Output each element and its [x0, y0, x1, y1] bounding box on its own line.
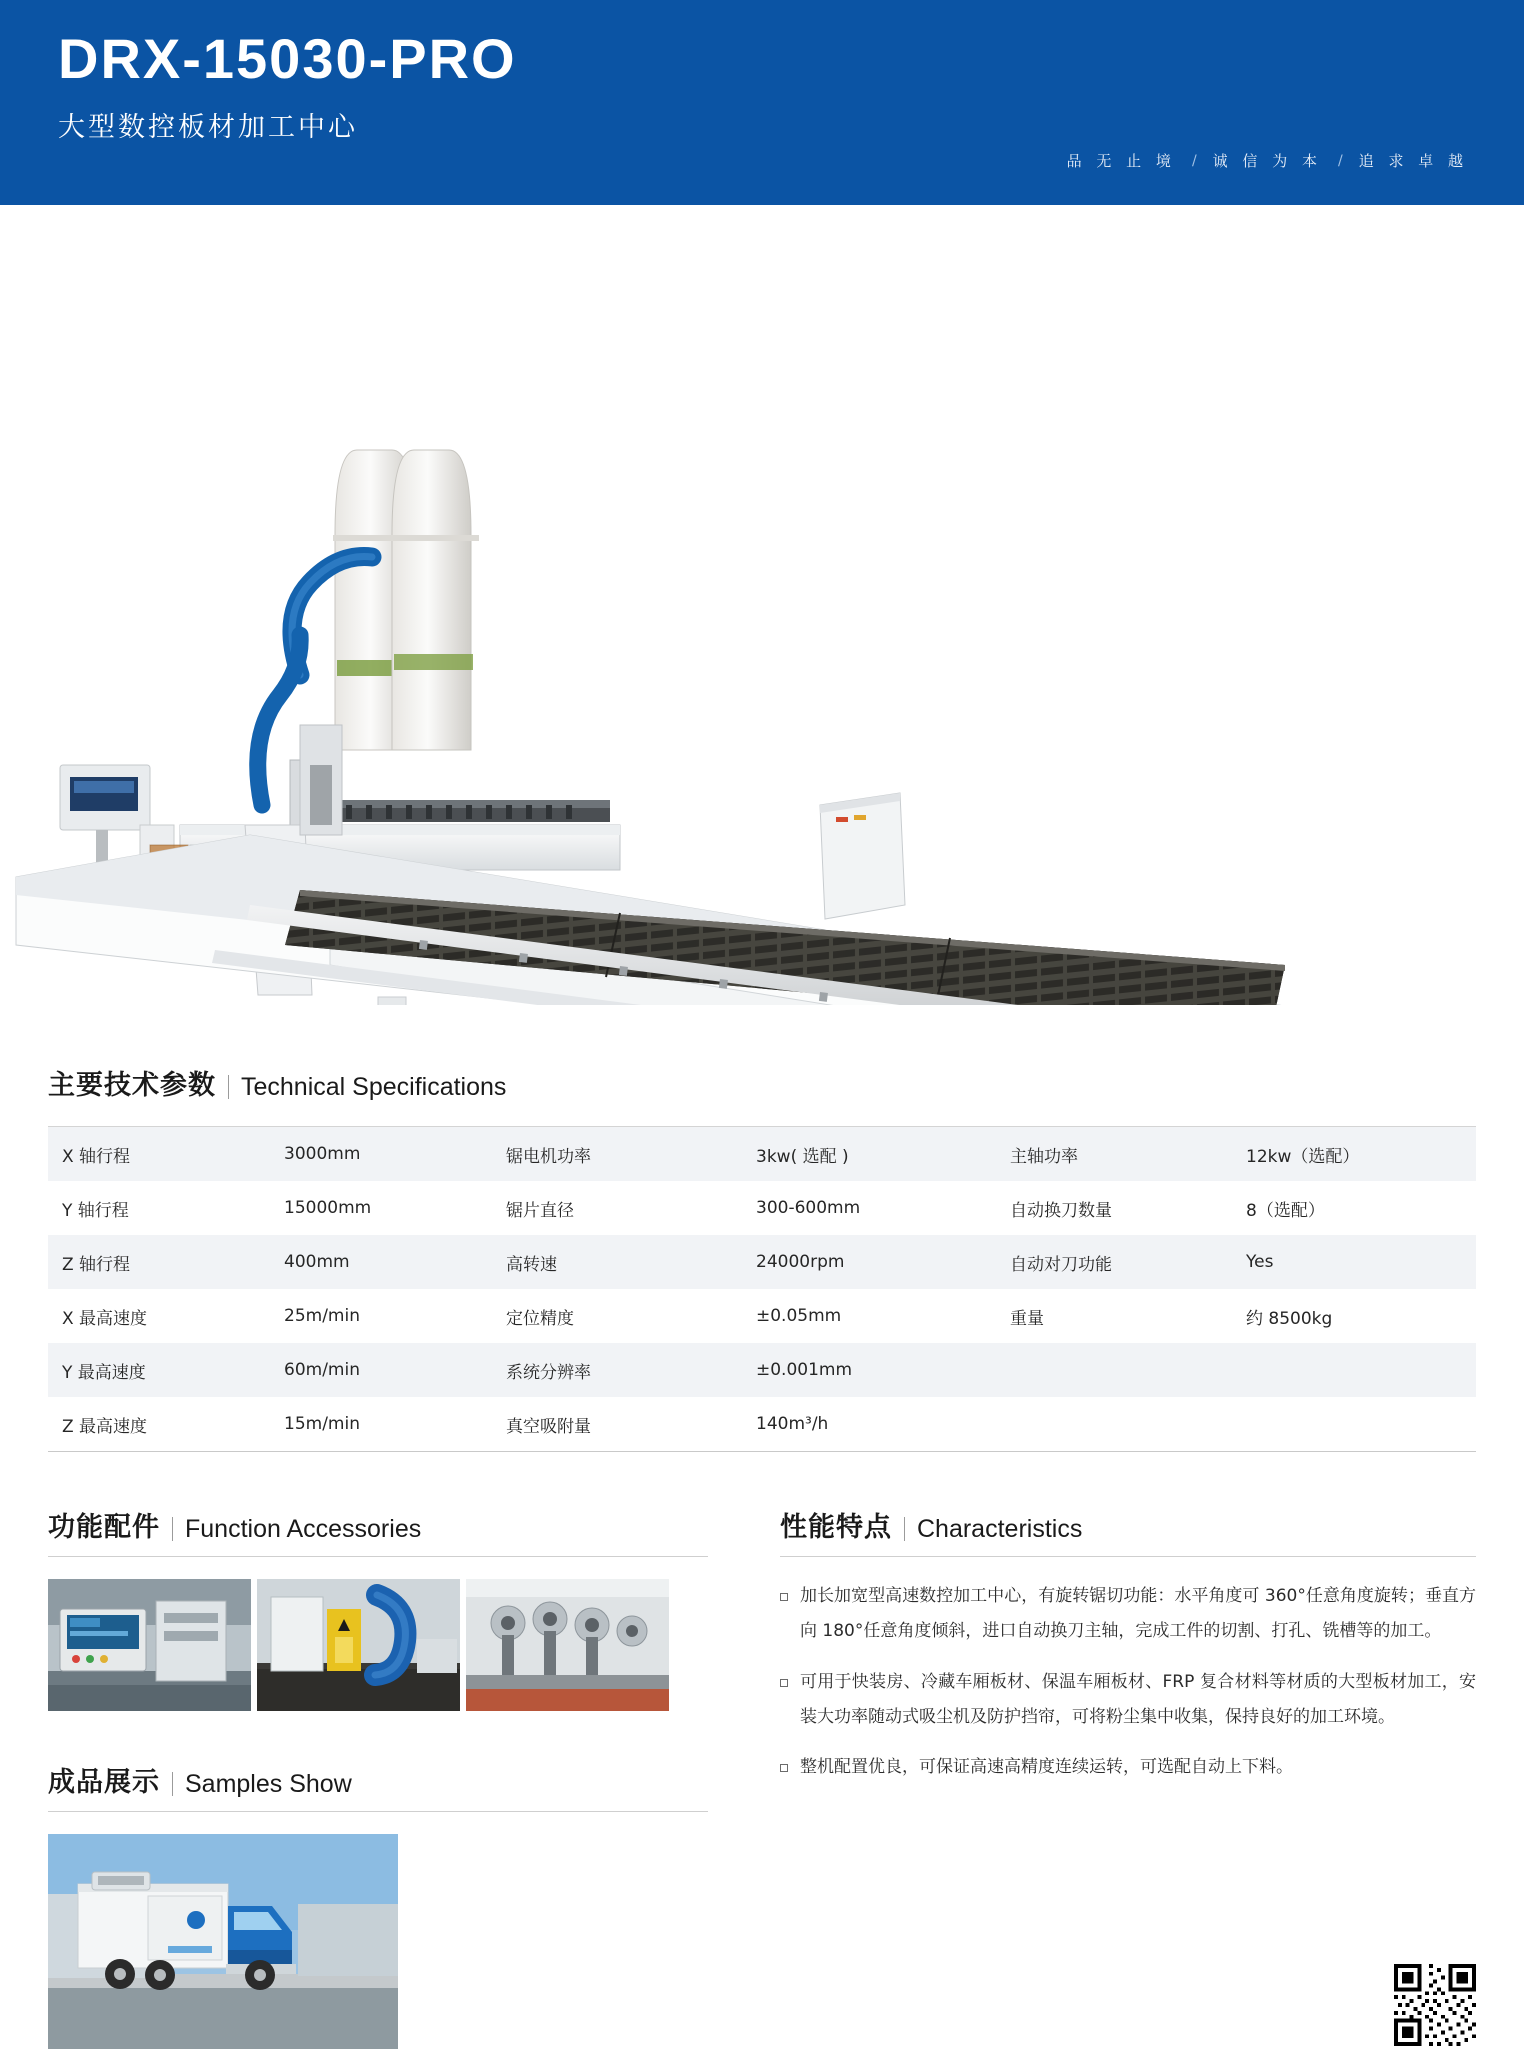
spec-label: 主轴功率	[1010, 1146, 1078, 1167]
spec-value: 300-600mm	[756, 1198, 861, 1218]
spec-value: 15000mm	[284, 1198, 372, 1218]
cnc-machine-illustration	[0, 205, 1524, 1005]
spec-label: 锯片直径	[506, 1200, 574, 1221]
spec-label: 真空吸附量	[506, 1416, 591, 1437]
spec-value: 8（选配）	[1246, 1200, 1325, 1221]
function-accessories-section	[48, 1505, 708, 1711]
spec-table-bottom-rule	[48, 1451, 1476, 1452]
table-row	[48, 1181, 1476, 1235]
characteristics-heading-en: Characteristics	[917, 1515, 1083, 1543]
spec-label: Y 轴行程	[62, 1200, 129, 1221]
bullet-square-icon	[780, 1764, 788, 1772]
qr-code[interactable]	[1394, 1964, 1476, 2046]
spec-value: 3000mm	[284, 1144, 361, 1164]
table-row	[48, 1343, 1476, 1397]
section-rule	[48, 1556, 708, 1557]
spec-value: 400mm	[284, 1252, 350, 1272]
list-item	[780, 1579, 1476, 1649]
section-rule	[780, 1556, 1476, 1557]
characteristics-list	[780, 1579, 1476, 1785]
spec-value	[1232, 1397, 1476, 1451]
accessories-heading-en: Function Accessories	[185, 1515, 422, 1543]
samples-heading	[48, 1760, 708, 1799]
spec-value: 3kw( 选配 )	[756, 1146, 849, 1167]
spec-label	[996, 1397, 1232, 1451]
spec-label: 系统分辨率	[506, 1362, 591, 1383]
product-model-title: DRX-15030-PRO	[58, 27, 517, 90]
slogan-separator-1: /	[1191, 152, 1197, 169]
spec-value: 15m/min	[284, 1414, 360, 1434]
characteristic-text: 加长加宽型高速数控加工中心，有旋转锯切功能：水平角度可 360°任意角度旋转；垂直方向 180°任意角度倾斜，进口自动换刀主轴，完成工件的切割、打孔、铣槽等的加工。	[800, 1586, 1476, 1641]
slogan-item-1: 品 无 止 境	[1066, 152, 1176, 170]
accessory-photo-tool-changer	[466, 1579, 669, 1711]
sample-photo-refrigerated-truck	[48, 1834, 398, 2049]
section-rule	[48, 1811, 708, 1812]
accessories-heading-cn: 功能配件	[48, 1512, 160, 1543]
specs-heading-en: Technical Specifications	[241, 1073, 507, 1101]
samples-show-section	[48, 1760, 708, 2049]
characteristic-text: 可用于快装房、冷藏车厢板材、保温车厢板材、FRP 复合材料等材质的大型板材加工，安装大功率随动式吸尘机及防护挡帘，可将粉尘集中收集，保持良好的加工环境。	[800, 1671, 1476, 1727]
characteristics-section	[780, 1505, 1476, 1801]
spec-value: Yes	[1246, 1252, 1274, 1272]
table-row	[48, 1289, 1476, 1343]
characteristic-text: 整机配置优良，可保证高速高精度连续运转，可选配自动上下料。	[800, 1757, 1293, 1778]
spec-value: ±0.001mm	[756, 1360, 853, 1380]
accessories-heading	[48, 1505, 708, 1544]
spec-label: 锯电机功率	[506, 1146, 591, 1167]
accessory-photo-dust-hood	[257, 1579, 460, 1711]
heading-divider	[904, 1517, 905, 1541]
heading-divider	[228, 1075, 229, 1099]
table-row	[48, 1397, 1476, 1451]
spec-label: X 轴行程	[62, 1146, 131, 1167]
spec-value: 25m/min	[284, 1306, 360, 1326]
spec-label: 重量	[1010, 1308, 1044, 1329]
page-header	[0, 0, 1524, 205]
qr-code-icon	[1394, 1964, 1476, 2046]
specs-heading	[48, 1063, 1476, 1102]
table-row	[48, 1235, 1476, 1289]
spec-label: 自动对刀功能	[1010, 1254, 1112, 1275]
list-item	[780, 1750, 1476, 1785]
spec-value	[1232, 1343, 1476, 1397]
spec-value: 60m/min	[284, 1360, 360, 1380]
samples-heading-en: Samples Show	[185, 1770, 352, 1798]
slogan-item-2: 诚 信 为 本	[1212, 152, 1322, 170]
spec-label: 高转速	[506, 1254, 557, 1275]
specs-heading-cn: 主要技术参数	[48, 1070, 216, 1101]
spec-label: Y 最高速度	[62, 1362, 146, 1383]
heading-divider	[172, 1517, 173, 1541]
spec-value: 140m³/h	[756, 1414, 829, 1434]
spec-label: 自动换刀数量	[1010, 1200, 1112, 1221]
slogan-item-3: 追 求 卓 越	[1358, 152, 1468, 170]
characteristics-heading	[780, 1505, 1476, 1544]
product-photo	[0, 205, 1524, 1005]
table-row	[48, 1127, 1476, 1181]
bullet-square-icon	[780, 1679, 788, 1687]
list-item	[780, 1665, 1476, 1735]
spec-label	[996, 1343, 1232, 1397]
spec-label: 定位精度	[506, 1308, 574, 1329]
spec-label: Z 轴行程	[62, 1254, 131, 1275]
spec-value: 24000rpm	[756, 1252, 845, 1272]
samples-heading-cn: 成品展示	[48, 1767, 160, 1798]
header-slogan	[1067, 150, 1468, 171]
spec-label: X 最高速度	[62, 1308, 148, 1329]
slogan-separator-2: /	[1337, 152, 1343, 169]
technical-specifications-section	[48, 1063, 1476, 1452]
spec-table	[48, 1127, 1476, 1451]
characteristics-heading-cn: 性能特点	[780, 1512, 892, 1543]
spec-value: 12kw（选配）	[1246, 1146, 1360, 1167]
accessories-photo-row	[48, 1579, 708, 1711]
spec-value: ±0.05mm	[756, 1306, 842, 1326]
accessory-photo-control-panel	[48, 1579, 251, 1711]
spec-label: Z 最高速度	[62, 1416, 148, 1437]
bullet-square-icon	[780, 1593, 788, 1601]
product-subtitle: 大型数控板材加工中心	[58, 111, 358, 143]
heading-divider	[172, 1772, 173, 1796]
spec-value: 约 8500kg	[1246, 1308, 1333, 1329]
